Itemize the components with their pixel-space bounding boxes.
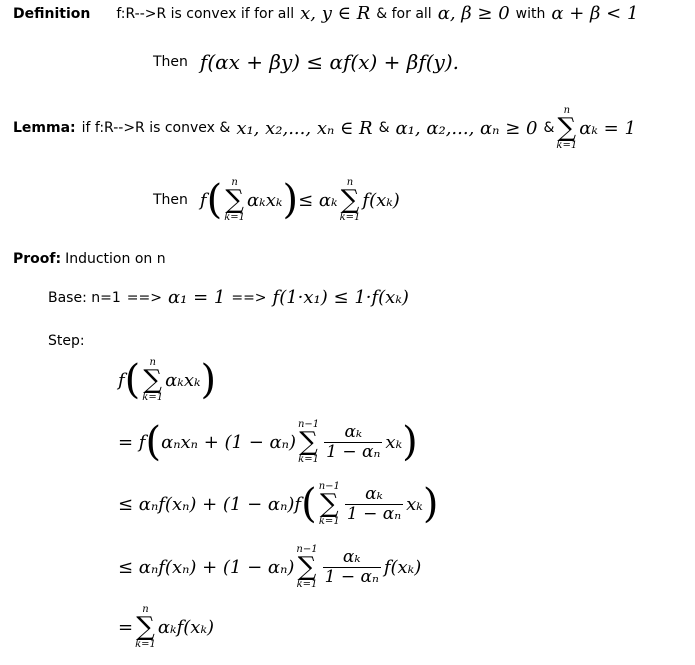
sum-upper-limit: n−1 [297,419,320,430]
step-2-sum [298,420,319,465]
right-paren: ) [422,481,439,528]
sum-lower-limit: k=1 [556,139,578,151]
lemma-then-line [153,178,400,223]
sum-lower-limit: k=1 [142,391,164,403]
sigma-symbol: ∑ [143,365,162,395]
lemma-then-label: Then [153,192,188,209]
definition-then-expression: f(αx + βy) ≤ αf(x) + βf(y). [199,50,460,74]
right-paren: ) [402,419,418,466]
step-equation-1 [118,358,216,403]
definition-then-label: Then [153,54,188,70]
fraction-numerator: αₖ [365,484,383,505]
right-paren: ) [200,357,217,404]
step-3-x: xₖ [406,493,423,515]
step-1-sum [142,358,163,403]
step-4-fx: f(xₖ) [383,556,422,578]
sum-lower-limit: k=1 [224,211,246,223]
step-equation-2 [118,420,418,465]
sum-lower-limit: k=1 [339,211,361,223]
sum-upper-limit: n [142,604,149,615]
lemma-text: if f:R-->R is convex & [81,120,231,137]
lemma-then-leq: ≤ αₖ [298,189,338,211]
definition-text-1: f:R-->R is convex if for all [116,5,295,22]
definition-condition: α + β < 1 [551,3,639,24]
definition-vars-2: α, β ≥ 0 [437,3,510,24]
step-4-prefix: ≤ αₙf(xₙ) + (1 − αₙ) [118,556,295,578]
step-2-prefix: = f [118,431,146,453]
sigma-symbol: ∑ [136,612,155,642]
step-5-sum [135,605,156,650]
sum-upper-limit: n [149,357,156,368]
left-paren: ( [145,419,162,466]
lemma-sum [556,106,577,151]
fraction-numerator: αₖ [344,422,363,443]
left-paren: ( [124,357,141,404]
sum-upper-limit: n [346,177,354,188]
base-label: Base: n=1 [48,289,121,306]
lemma-amp: & [378,120,390,137]
lemma-sum-body: αₖ = 1 [579,117,636,139]
step-line [48,330,85,349]
proof-title: Proof: [13,251,62,267]
lemma-then-sum-2 [340,178,361,223]
step-3-fraction [345,485,403,523]
base-line [48,287,409,308]
implies-arrow-1: ==> [126,289,162,306]
sum-lower-limit: k=1 [135,638,156,650]
definition-title: Definition [13,5,91,22]
sum-upper-limit: n [231,177,238,188]
lemma-alphas: α₁, α₂,..., αₙ ≥ 0 [395,117,538,139]
implies-arrow-2: ==> [231,289,267,306]
fraction-denominator: 1 − αₙ [324,566,379,587]
step-1-body: αₖxₖ [165,369,201,391]
left-paren: ( [206,177,223,224]
sum-upper-limit: n [563,105,571,116]
step-equation-4 [118,545,421,590]
sigma-symbol: ∑ [225,185,244,215]
sum-upper-limit: n−1 [318,481,340,492]
proof-line [13,251,166,267]
sum-lower-limit: k=1 [296,578,318,590]
step-label: Step: [48,333,85,349]
step-4-sum [296,545,317,590]
sum-lower-limit: k=1 [318,515,340,527]
lemma-then-sum [224,178,245,223]
fraction-denominator: 1 − αₙ [346,503,402,524]
definition-line [13,3,638,24]
step-2-a: αₙxₙ + (1 − αₙ) [161,431,296,453]
sigma-symbol: ∑ [340,185,360,215]
sigma-symbol: ∑ [557,113,577,143]
lemma-title: Lemma: [13,120,76,137]
step-5-prefix: = [118,616,134,638]
step-3-sum [319,482,340,527]
sigma-symbol: ∑ [320,489,339,519]
lemma-then-rhs: f(xₖ) [362,189,400,211]
right-paren: ) [282,177,299,224]
lemma-then-inner: αₖxₖ [247,189,283,211]
step-4-fraction [323,548,381,586]
lemma-amp-2: & [543,120,555,137]
definition-vars-1: x, y ∈ R [300,3,371,24]
step-equation-3 [118,482,438,527]
definition-text-2: & for all [376,5,432,22]
proof-text: Induction on n [65,251,166,267]
step-2-fraction [324,423,382,461]
lemma-then-f: f [199,189,207,211]
sigma-symbol: ∑ [299,427,318,457]
step-equation-5 [118,605,214,650]
lemma-xs: x₁, x₂,..., xₙ ∈ R [236,117,373,139]
lemma-line [13,106,636,151]
left-paren: ( [301,481,317,528]
sigma-symbol: ∑ [297,552,317,582]
fraction-denominator: 1 − αₙ [326,441,381,462]
step-1-f: f [118,369,125,391]
base-expression-2: f(1·x₁) ≤ 1·f(xₖ) [272,287,409,308]
definition-text-3: with [515,5,546,22]
definition-then-line [153,50,459,74]
sum-upper-limit: n−1 [296,544,318,555]
step-3-prefix: ≤ αₙf(xₙ) + (1 − αₙ)f [118,493,302,515]
fraction-numerator: αₖ [342,547,361,568]
step-5-body: αₖf(xₖ) [157,616,215,638]
sum-lower-limit: k=1 [298,453,319,465]
base-expression-1: α₁ = 1 [167,287,226,308]
step-2-x: xₖ [385,431,403,453]
